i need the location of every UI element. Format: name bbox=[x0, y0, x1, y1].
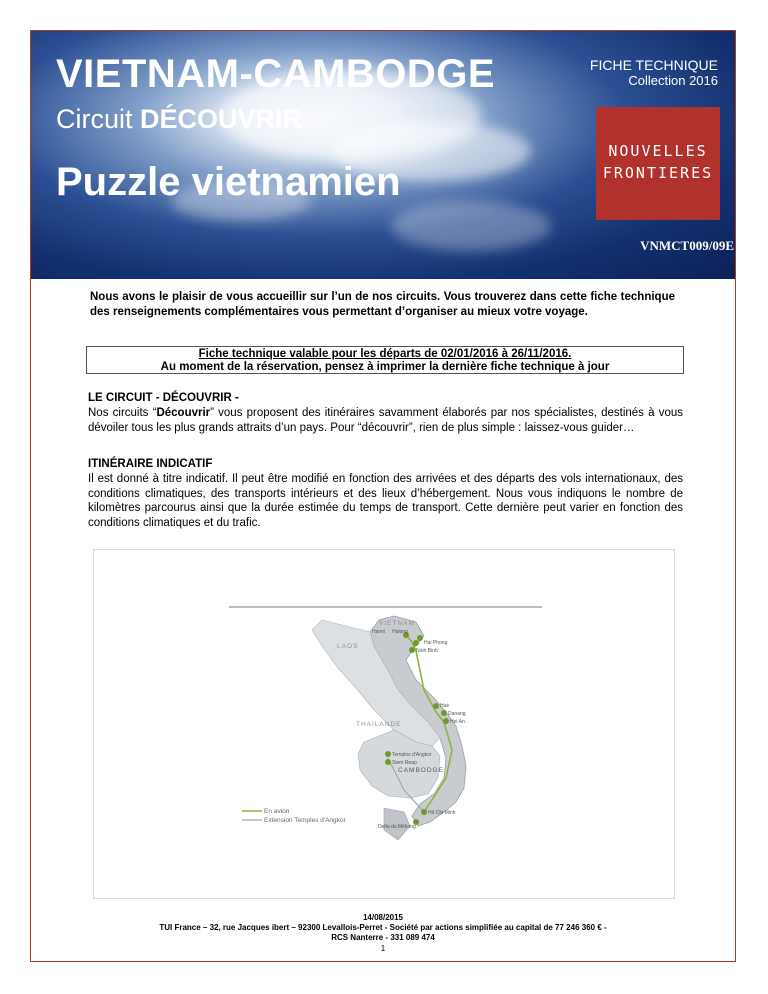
map-city-halong: Halong bbox=[392, 629, 408, 635]
circuit-text-bold: Découvrir bbox=[156, 407, 211, 419]
map-city-haiphong: Hai Phong bbox=[424, 640, 448, 646]
circuit-type bbox=[56, 104, 302, 135]
logo-line-2: FRONTIERES bbox=[602, 164, 714, 182]
map-city-siemreap: Siem Reap bbox=[392, 760, 417, 766]
itinerary-heading: ITINÉRAIRE INDICATIF bbox=[88, 458, 213, 470]
legend-extension-label: Extension Temples d'Angkor bbox=[264, 817, 346, 824]
map-label-laos: LAOS bbox=[337, 643, 359, 650]
reference-code: VNMCT009/09E bbox=[640, 238, 734, 253]
map-city-angkor: Temples d'Angkor bbox=[392, 752, 432, 758]
footer-company: TUI France – 32, rue Jacques ibert – 92300 Levallois-Perret - Société par actions simplifiée au capital de 77 246 360 € - bbox=[159, 923, 607, 932]
map-label-vietnam: VIETNAM bbox=[379, 620, 415, 627]
validity-notice bbox=[86, 346, 684, 374]
city-marker-hue bbox=[433, 703, 439, 709]
circuit-prefix: Circuit bbox=[56, 104, 141, 134]
map-city-danang: Danang bbox=[448, 711, 466, 717]
circuit-text-start: Nos circuits “ bbox=[88, 407, 157, 419]
brand-logo bbox=[596, 107, 720, 220]
itinerary-map bbox=[93, 549, 675, 899]
fiche-label: FICHE TECHNIQUE bbox=[589, 57, 718, 73]
circuit-paragraph bbox=[88, 406, 683, 435]
footer-rcs: RCS Nanterre - 331 089 474 bbox=[331, 933, 435, 942]
city-marker-angkor bbox=[385, 751, 391, 757]
map-city-hoian: Hoi An bbox=[450, 719, 465, 725]
itinerary-paragraph: Il est donné à titre indicatif. Il peut être modifié en fonction des arrivées et des départs des vols internationaux, des conditions climatiques, des transports intérieurs et des lieux d’hébergement. Nous vous indiquons le nombre de kilomètres parcourus ainsi que la durée estimée du temps de transport. Cette dernière peut varier en fonction des conditions climatiques et du trafic. bbox=[88, 473, 683, 529]
city-marker-ninhbinh bbox=[409, 647, 415, 653]
map-city-ninhbinh: Ninh Binh bbox=[416, 648, 438, 654]
map-city-hcmc: Hô Chi Minh bbox=[428, 810, 456, 816]
circuit-text-end: ” vous proposent des itinéraires savamment élaborés par nos spécialistes, destinés à vous dévoiler tous les plus grands attraits d’un pays. Pour “découvrir”, rien de plus simple : laissez-vous guider… bbox=[88, 407, 683, 434]
map-city-hanoi: Hanoi bbox=[372, 629, 386, 635]
footer-date: 14/08/2015 bbox=[362, 913, 404, 922]
trip-name: Puzzle vietnamien bbox=[56, 160, 401, 204]
collection-label: Collection 2016 bbox=[628, 73, 718, 88]
validity-dates: Fiche technique valable pour les départs de 02/01/2016 à 26/11/2016. bbox=[198, 348, 572, 360]
city-marker-haiphong bbox=[413, 640, 419, 646]
document-title: VIETNAM-CAMBODGE bbox=[56, 52, 496, 96]
city-marker-siemreap bbox=[385, 759, 391, 765]
circuit-heading: LE CIRCUIT - DÉCOUVRIR - bbox=[88, 392, 239, 404]
city-marker-hcmc bbox=[421, 809, 427, 815]
page-number: 1 bbox=[380, 944, 386, 953]
print-reminder: Au moment de la réservation, pensez à imprimer la dernière fiche technique à jour bbox=[160, 361, 610, 373]
map-label-thailande: THAILANDE bbox=[356, 721, 402, 728]
logo-line-1: NOUVELLES bbox=[608, 142, 708, 160]
map-label-cambodge: CAMBODGE bbox=[398, 767, 444, 774]
city-marker-halong bbox=[417, 635, 423, 641]
map-city-hue: Hué bbox=[440, 703, 450, 709]
city-marker-danang bbox=[441, 710, 447, 716]
city-marker-hoian bbox=[443, 718, 449, 724]
circuit-name: DÉCOUVRIR bbox=[140, 104, 303, 134]
intro-paragraph: Nous avons le plaisir de vous accueillir sur l’un de nos circuits. Vous trouverez dans cette fiche technique des renseignements complémentaires vous permettant d’organiser au mieux votre voyage. bbox=[90, 291, 675, 318]
map-svg bbox=[94, 550, 674, 898]
map-city-mekong: Delta du Mékong bbox=[378, 824, 416, 830]
legend-air-label: En avion bbox=[264, 808, 290, 815]
